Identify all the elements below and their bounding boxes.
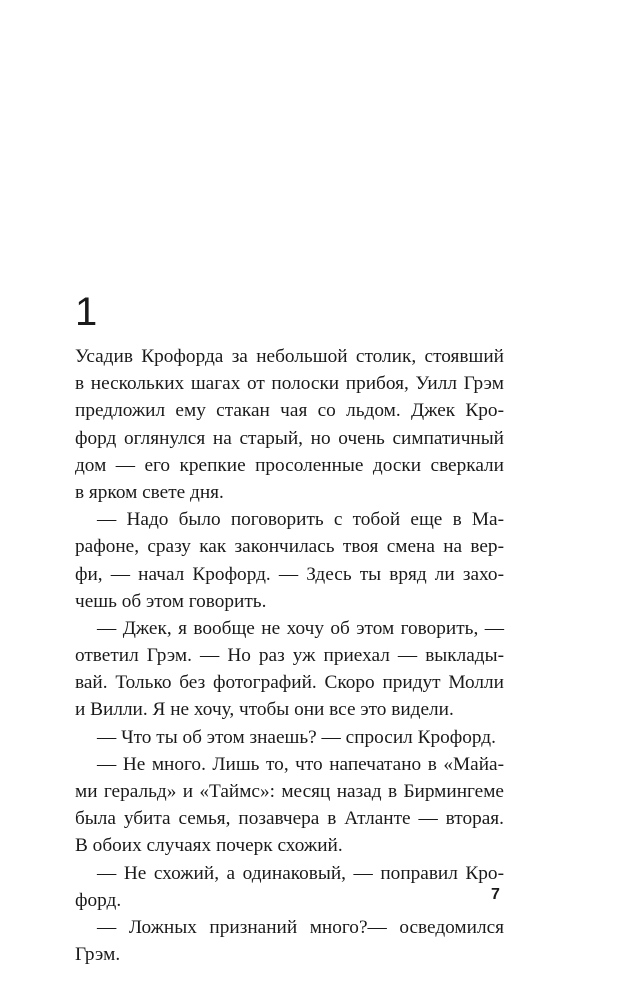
text-line: и Вилли. Я не хочу, чтобы они все это видели.: [75, 699, 454, 721]
text-line: Грэм.: [75, 944, 121, 966]
paragraph: [75, 506, 504, 615]
text-line: чешь об этом говорить.: [75, 590, 267, 612]
text-line: ответил Грэм. — Но раз уж приехал — выклады-: [75, 645, 504, 667]
paragraph: [75, 615, 504, 724]
text-line: рафоне, сразу как закончилась твоя смена на вер-: [75, 536, 504, 558]
text-line: Усадив Крофорда за небольшой столик, стоявший: [75, 346, 504, 367]
text-line: ми геральд» и «Таймс»: месяц назад в Бирмингеме: [75, 781, 504, 802]
page-number: 7: [491, 886, 500, 903]
text-line: — Надо было поговорить с тобой еще в Ма-: [97, 509, 504, 531]
text-line: дом — его крепкие просоленные доски сверкали: [75, 454, 504, 476]
text-line: форд.: [75, 889, 122, 911]
chapter-number: 1: [75, 290, 98, 334]
text-line: — Не много. Лишь то, что напечатано в «Майа-: [97, 753, 504, 775]
text-line: — Ложных признаний много?— осведомился: [97, 916, 504, 938]
text-line: фи, — начал Крофорд. — Здесь ты вряд ли захо-: [75, 563, 504, 585]
text-line: предложил ему стакан чая со льдом. Джек Кро-: [75, 400, 504, 422]
paragraph: [75, 724, 504, 751]
text-line: в нескольких шагах от полоски прибоя, Уилл Грэм: [75, 373, 504, 395]
text-line: — Что ты об этом знаешь? — спросил Крофорд.: [97, 726, 496, 748]
text-line: в ярком свете дня.: [75, 481, 224, 503]
text-line: форд оглянулся на старый, но очень симпатичный: [75, 427, 504, 449]
text-line: В обоих случаях почерк схожий.: [75, 835, 343, 857]
chapter-body-text: [75, 343, 504, 968]
text-line: была убита семья, позавчера в Атланте — вторая.: [75, 808, 504, 830]
text-line: вай. Только без фотографий. Скоро придут Молли: [75, 672, 504, 694]
paragraph: [75, 860, 504, 914]
paragraph: [75, 343, 504, 506]
text-line: — Джек, я вообще не хочу об этом говорить, —: [97, 617, 504, 639]
paragraph: [75, 751, 504, 860]
text-line: — Не схожий, а одинаковый, — поправил Кро-: [97, 862, 504, 884]
paragraph: [75, 914, 504, 968]
